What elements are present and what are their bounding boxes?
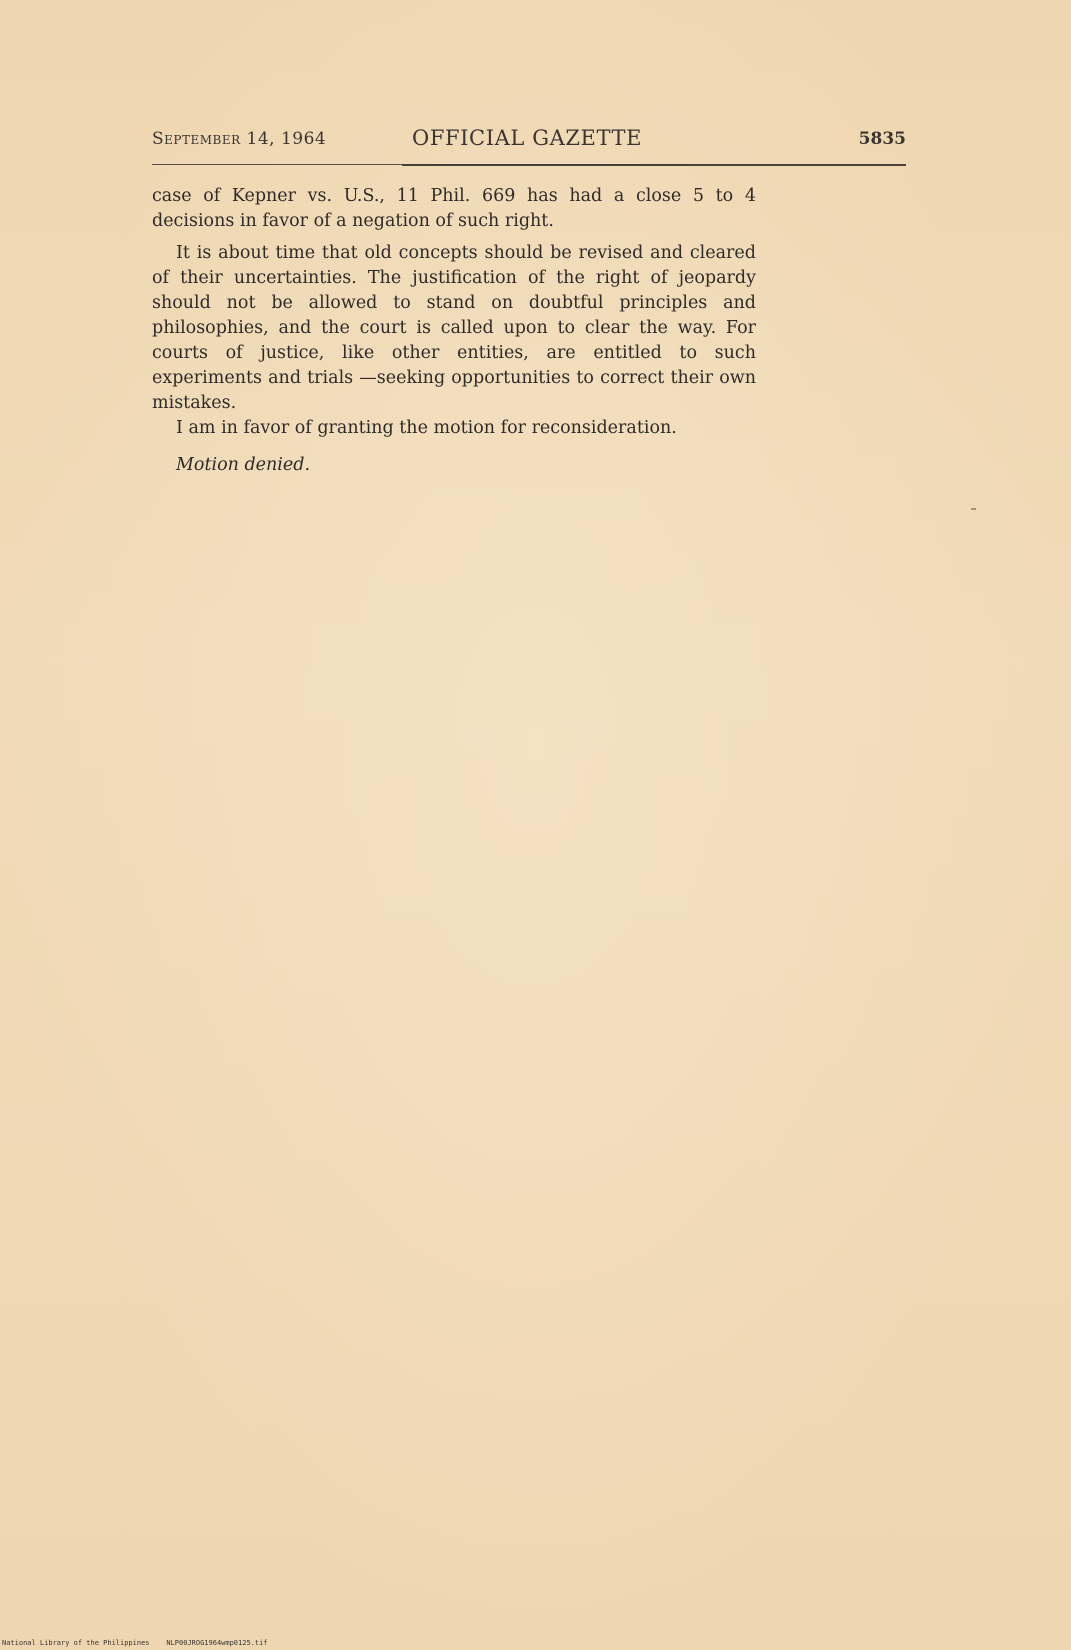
paragraph-opinion: I am in favor of granting the motion for reconsideration. [176,418,677,438]
paragraph-continuation: case of Kepner vs. U.S., 11 Phil. 669 has had a close 5 to 4 decisions in favor of a negation of such right. [152,186,756,231]
article-body [152,184,756,478]
footer-file-id: NLP00JROG1964wmp0125.tif [166,1639,268,1647]
footer-source: National Library of the Philippines [2,1639,150,1647]
paragraph-justification: It is about time that old concepts should be revised and cleared of their uncertainties. The justification of the right of jeopardy should not be allowed to stand on doubtful principles and philosophies, and the court is called upon to clear the way. For courts of justice, like other entities, are entitled to such experiments and trials —seeking opportunities to correct their own mistakes. [152,243,756,413]
scan-footer [2,1639,268,1647]
publication-title: OFFICIAL GAZETTE [412,126,642,150]
page-number: 5835 [858,129,906,149]
disposition: Motion denied. [176,455,311,475]
header-rule-left [152,164,402,165]
paper-speck [971,508,976,510]
header-rule-right [402,164,906,166]
header-date: September 14, 1964 [152,129,327,149]
page-header [152,126,906,160]
